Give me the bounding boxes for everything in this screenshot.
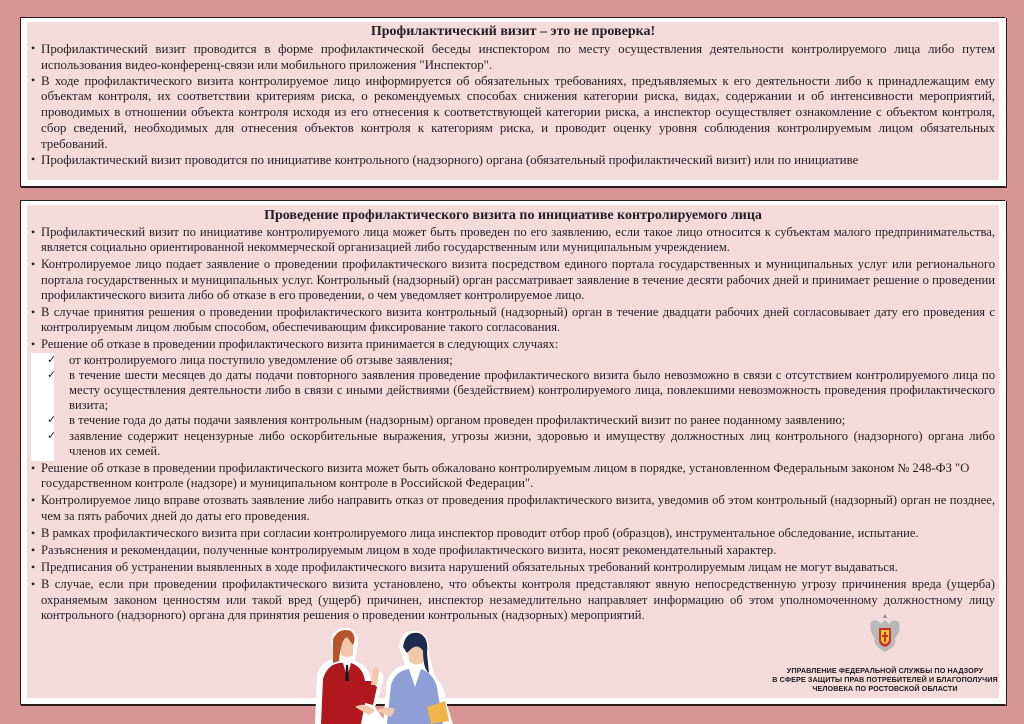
bullet-icon: • bbox=[31, 257, 36, 272]
list-item: • Решение об отказе в проведении профилактического визита может быть обжаловано контролируемым лицом в порядке, установленном Федеральным законом № 248-ФЗ "О государственном контроле (надзоре) и муниципальном контроле в Российской Федерации". bbox=[31, 461, 970, 491]
bullet-icon: • bbox=[31, 41, 36, 55]
checkmark-icon: ✓ bbox=[47, 368, 57, 381]
bullet-icon: • bbox=[31, 225, 36, 239]
bullet-list bbox=[31, 41, 995, 167]
section-title: Проведение профилактического визита по инициативе контролируемого лица bbox=[264, 208, 762, 223]
list-item: • Решение об отказе в проведении профилактического визита принимается в следующих случаях: bbox=[31, 337, 559, 352]
bullet-icon: • bbox=[31, 337, 36, 352]
list-item: • В ходе профилактического визита контролируемое лицо информируется об обязательных требованиях, предъявляемых к его деятельности либо к принадлежащим ему объектам контроля, их соответствии критериям риска, о рекомендуемых способах снижения категории риска, видах, содержании и об интенсивности мероприятий, проводимых в отношении объекта контроля исходя из его отнесения к соответствующей категории риска, а инспектор осуществляет ознакомление с объектом контроля, сбор сведений, необходимых для отнесения объектов контроля к категориям риска, и проводит оценку уровня соблюдения контролируемым лицом обязательных требований. bbox=[31, 72, 995, 151]
list-item: • Контролируемое лицо вправе отозвать заявление либо направить отказ от проведения профилактического визита, уведомив об этом контрольный (надзорный) орган не позднее, чем за пять рабочих дней до даты его проведения. bbox=[31, 493, 995, 523]
bullet-list-continued bbox=[31, 461, 995, 623]
checkmark-icon: ✓ bbox=[47, 429, 57, 442]
refusal-cases-list bbox=[31, 353, 995, 459]
bullet-icon: • bbox=[31, 461, 36, 476]
list-item: ✓ заявление содержит нецензурные либо оскорбительные выражения, угрозы жизни, здоровью и имуществу должностных лиц контрольного (надзорного) органа либо членов их семей. bbox=[47, 428, 995, 458]
list-item: • В случае принятия решения о проведении профилактического визита контрольный (надзорный) орган в течение двадцати рабочих дней согласовывает дату его проведения с контролируемым лицом любым способом, обеспечивающим фиксирование такого согласования. bbox=[31, 305, 995, 335]
list-item: • Контролируемое лицо подает заявление о проведении профилактического визита посредством единого портала государственных и муниципальных услуг или регионального портала государственных и муниципальных услуг. Контрольный (надзорный) орган рассматривает заявление в течение десяти рабочих дней и принимает решение о проведении профилактического визита либо об отказе в его проведении, о чем уведомляет контролируемое лицо. bbox=[31, 257, 995, 302]
bullet-icon: • bbox=[31, 72, 36, 87]
list-item: • Профилактический визит проводится по инициативе контрольного (надзорного) органа (обязательный профилактический визит) или по инициативе bbox=[31, 151, 859, 167]
bullet-icon: • bbox=[31, 543, 36, 558]
bullet-icon: • bbox=[31, 151, 36, 166]
list-item: • Профилактический визит по инициативе контролируемого лица может быть проведен по его заявлению, если такое лицо относится к субъектам малого предпринимательства, является социально ориентированной некоммерческой организацией либо государственным или муниципальным учреждением. bbox=[31, 225, 995, 255]
bullet-icon: • bbox=[31, 493, 36, 508]
double-headed-eagle-emblem-icon bbox=[867, 612, 903, 654]
panel-body bbox=[27, 22, 999, 180]
list-item: • Профилактический визит проводится в форме профилактической беседы инспектором по месту осуществления деятельности контролируемого лица либо путем использования видео-конференц-связи или мобильного приложения "Инспектор". bbox=[31, 41, 995, 72]
bullet-icon: • bbox=[31, 525, 36, 540]
list-item: • Предписания об устранении выявленных в ходе профилактического визита нарушений обязательных требований контролируемым лицам не могут выдаваться. bbox=[31, 560, 898, 575]
checkmark-icon: ✓ bbox=[47, 353, 57, 366]
list-item: ✓ в течение шести месяцев до даты подачи повторного заявления проведение профилактического визита было невозможно в связи с отсутствием контролируемого лица по месту осуществления деятельности либо в связи с иными действиями (бездействием) контролируемого лица, повлекшими невозможность проведения профилактического визита; bbox=[47, 367, 995, 413]
section-title: Профилактический визит – это не проверка! bbox=[370, 24, 656, 39]
bullet-icon: • bbox=[31, 560, 36, 575]
refusal-cases-block bbox=[31, 353, 995, 459]
rospotrebnadzor-logo-block bbox=[770, 612, 1000, 692]
bullet-list bbox=[31, 225, 995, 353]
list-item: • В рамках профилактического визита при согласии контролируемого лица инспектор проводит отбор проб (образцов), инструментальное обследование, испытание. bbox=[31, 525, 919, 540]
organization-name: УПРАВЛЕНИЕ ФЕДЕРАЛЬНОЙ СЛУЖБЫ ПО НАДЗОРУ В СФЕРЕ ЗАЩИТЫ ПРАВ ПОТРЕБИТЕЛЕЙ И БЛАГОПОЛУЧИЯ ЧЕЛОВЕКА ПО РОСТОВСКОЙ ОБЛАСТИ bbox=[772, 666, 998, 694]
bullet-icon: • bbox=[31, 577, 36, 592]
list-item: • В случае, если при проведении профилактического визита установлено, что объекты контроля представляют явную непосредственную угрозу причинения вреда (ущерба) охраняемым законом ценностям или такой вред (ущерб) причинен, инспектор незамедлительно направляет информацию об этом уполномоченному должностному лицу контрольного (надзорного) органа для принятия решения о проведении контрольных (надзорных) мероприятий. bbox=[31, 577, 995, 622]
bullet-icon: • bbox=[31, 305, 36, 320]
checkmark-icon: ✓ bbox=[47, 414, 57, 427]
two-women-illustration bbox=[295, 625, 465, 724]
list-item: ✓ от контролируемого лица поступило уведомление об отзыве заявления; bbox=[47, 352, 453, 367]
list-item: • Разъяснения и рекомендации, полученные контролируемым лицом в ходе профилактического визита, носят рекомендательный характер. bbox=[31, 543, 777, 558]
info-panel-not-inspection bbox=[20, 17, 1006, 187]
list-item: ✓ в течение года до даты подачи заявления контрольным (надзорным) органом проведен профилактический визит по ранее поданному заявлению; bbox=[47, 413, 846, 428]
